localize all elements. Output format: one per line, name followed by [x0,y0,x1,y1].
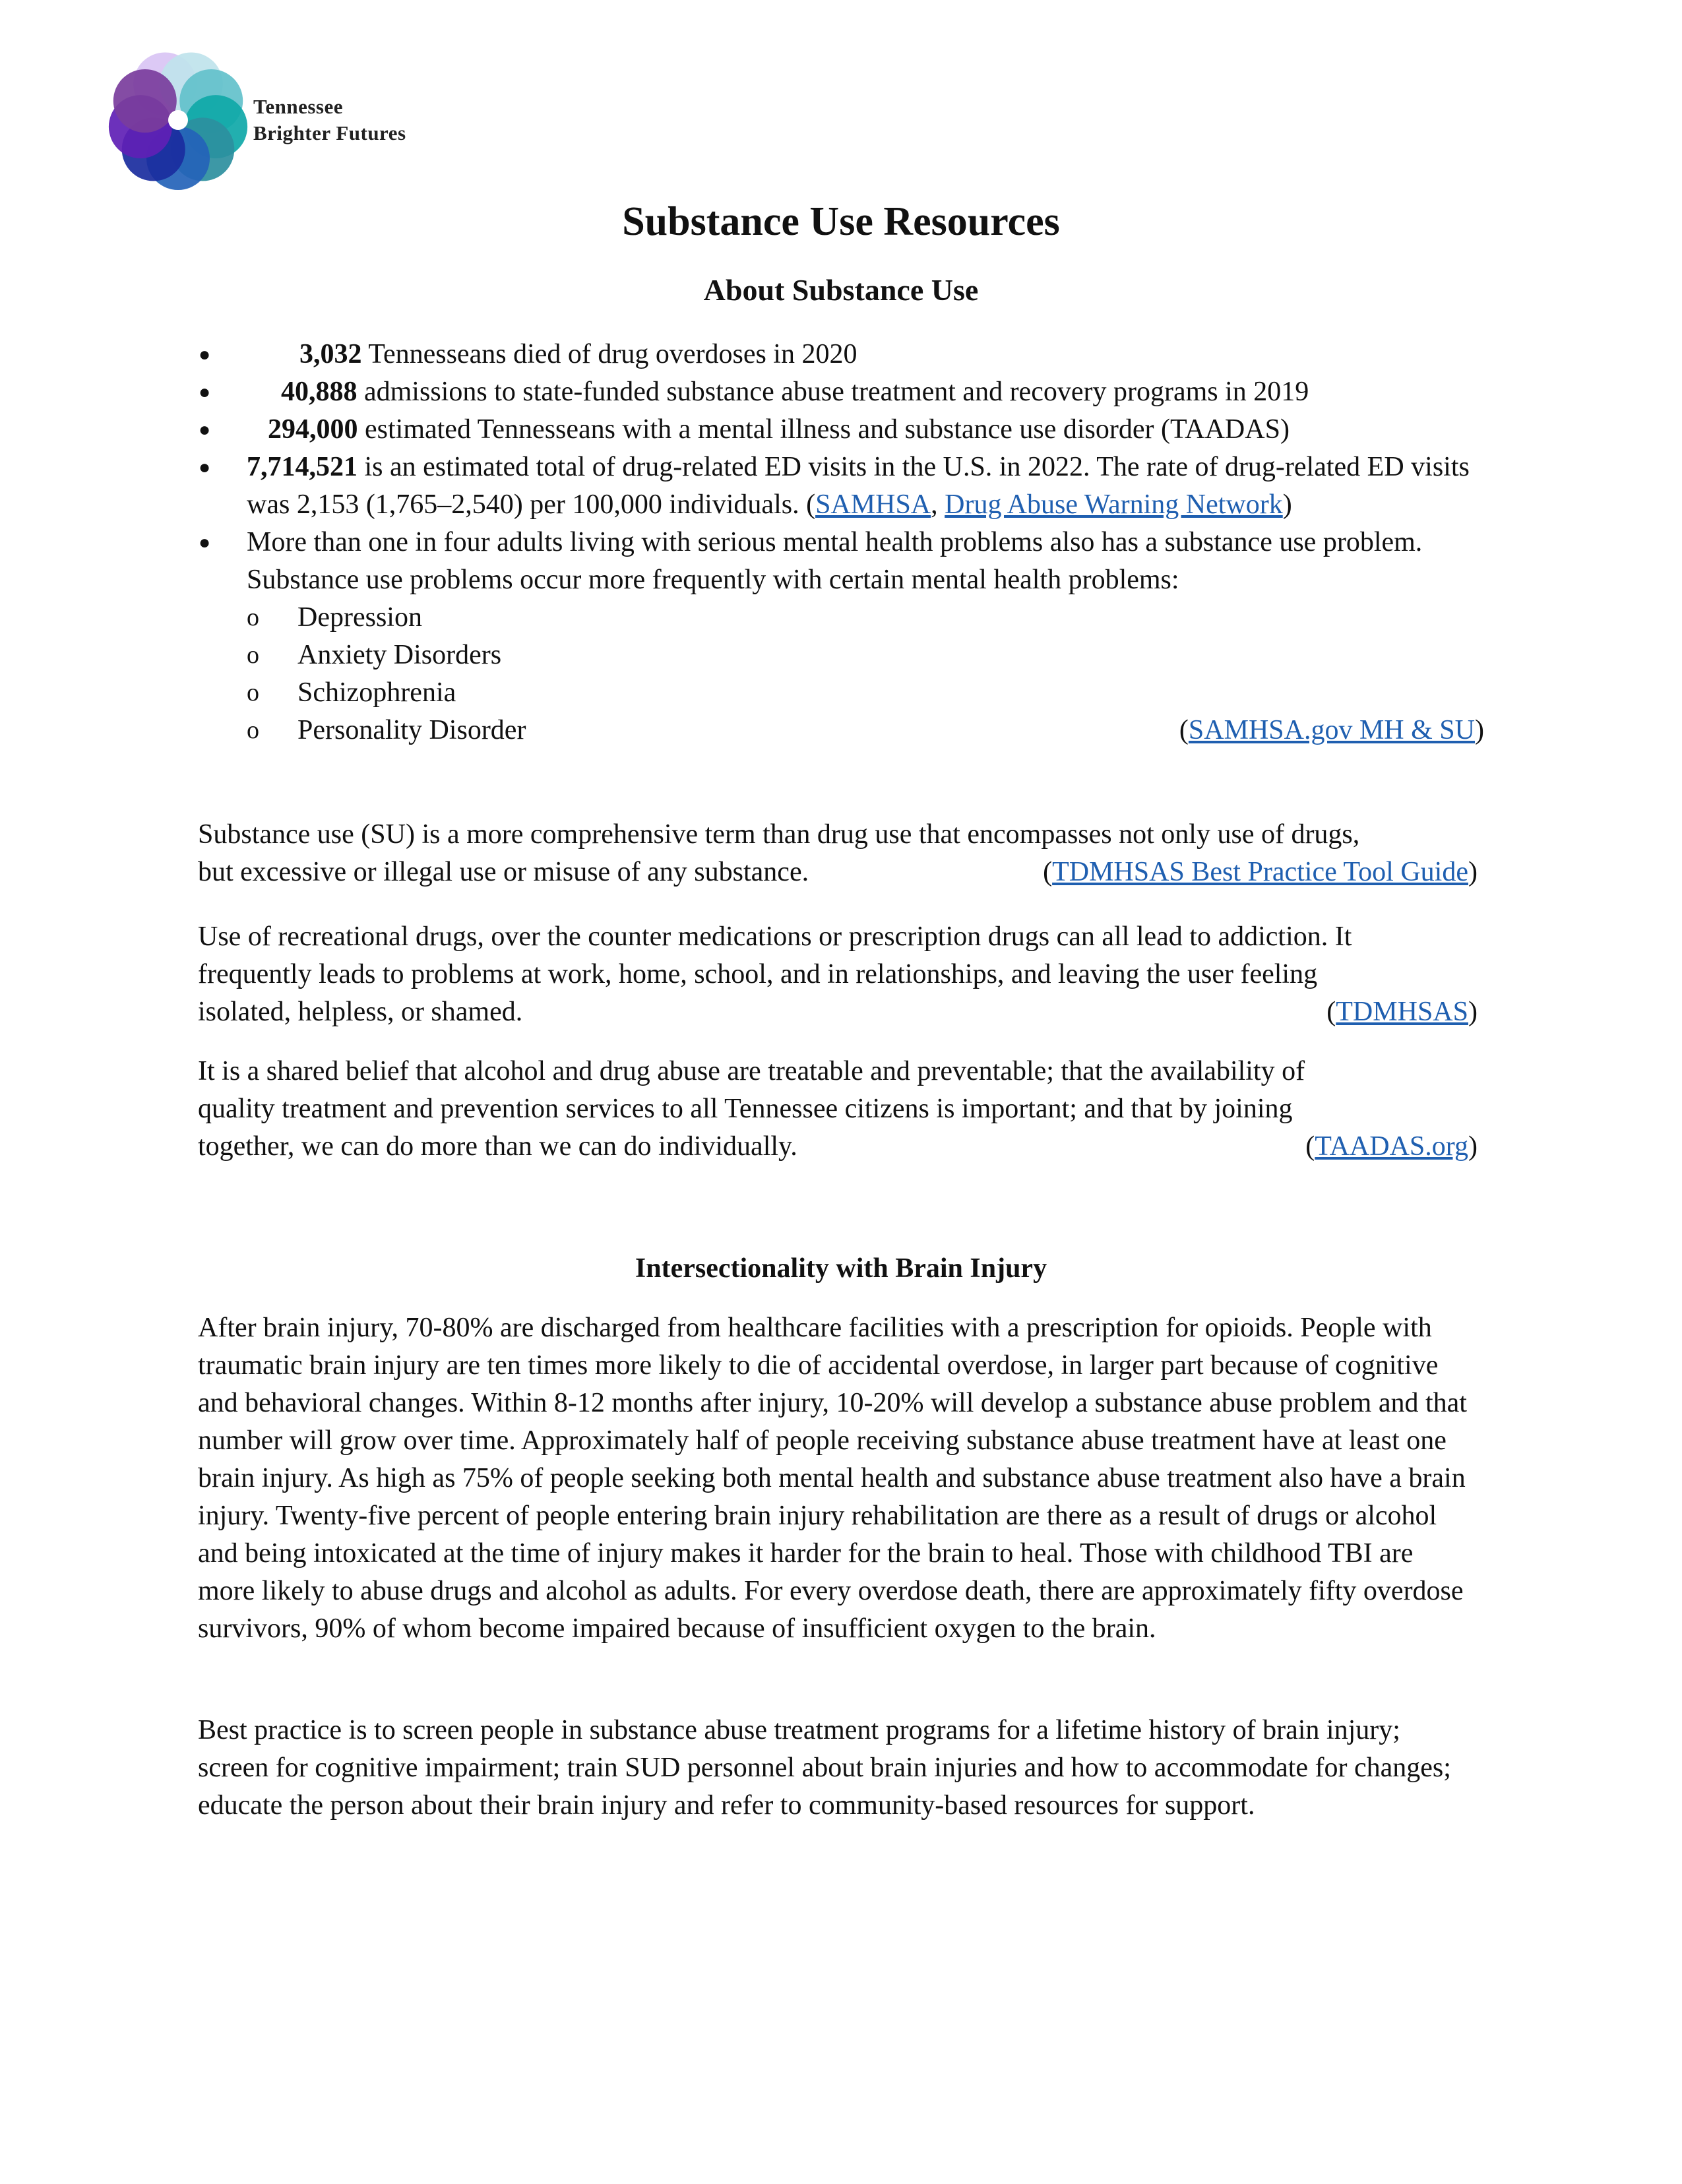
paragraph-substance-use-definition: Substance use (SU) is a more comprehensive term than drug use that encompasses not only use of drugs, but excessive or illegal use or misuse of any substance. (TDMHSAS Best Practice Tool Guide) [198,816,1478,891]
bullet-icon: ● [198,344,211,365]
bullet-icon: ● [198,419,211,441]
taadas-link[interactable]: TAADAS.org [1315,1131,1468,1162]
list-item: o Schizophrenia [198,674,1484,712]
stat-text: More than one in four adults living with serious mental health problems also has a substance use problem. Substance use problems occur more frequently with certain mental health problems: [247,527,1423,595]
bullet-icon: ● [198,456,211,478]
org-name-line2: Brighter Futures [253,121,406,144]
stat-text: is an estimated total of drug-related ED visits in the U.S. in 2022. The rate of drug-related ED visits was 2,153 (1,765–2,540) per 100,000 individuals. ( [247,452,1470,520]
close-paren: ) [1282,489,1292,520]
org-name [253,94,406,146]
section-heading-brain-injury: Intersectionality with Brain Injury [635,1253,1047,1284]
list-item: o Anxiety Disorders [198,637,1484,674]
paragraph-shared-belief: It is a shared belief that alcohol and drug abuse are treatable and preventable; that the availability of quality treatment and prevention services to all Tennessee citizens is important; and that by joining together, we can do more than we can do individually. (TAADAS.org) [198,1053,1478,1166]
paragraph-best-practice: Best practice is to screen people in substance abuse treatment programs for a lifetime history of brain injury; screen for cognitive impairment; train SUD personnel about brain injuries and how to accommodate for changes; educate the person about their brain injury and refer to community-based resources for support. [198,1715,1451,1821]
tdmhsas-best-practice-link[interactable]: TDMHSAS Best Practice Tool Guide [1052,857,1468,887]
tdmhsas-link[interactable]: TDMHSAS [1336,997,1468,1027]
source-citation: (SAMHSA.gov MH & SU) [1179,715,1484,745]
stat-number: 294,000 [268,414,358,445]
stat-number: 7,714,521 [247,452,358,482]
list-item [198,373,1484,411]
list-item [198,449,1484,524]
stat-text: estimated Tennesseans with a mental illness and substance use disorder (TAADAS) [358,414,1290,445]
logo-petal [113,69,177,133]
circle-bullet-icon: o [247,604,259,631]
stat-number: 3,032 [299,339,362,369]
source-citation: (TAADAS.org) [1305,1131,1478,1162]
bullet-icon: ● [198,381,211,403]
statistics-list [198,336,1484,749]
org-name-line1: Tennessee [253,95,343,118]
list-item [198,411,1484,449]
list-item: o Depression [198,599,1484,637]
stat-number: 40,888 [281,377,358,407]
list-item [198,524,1484,749]
source-citation: (TDMHSAS) [1326,997,1478,1027]
list-item [198,336,1484,373]
samhsa-link[interactable]: SAMHSA [815,489,931,520]
bullet-icon: ● [198,532,211,553]
section-heading-about: About Substance Use [703,273,979,307]
circle-bullet-icon: o [247,641,259,669]
stat-text: Tennesseans died of drug overdoses in 2020 [361,339,857,369]
source-citation: (TDMHSAS Best Practice Tool Guide) [1043,857,1478,887]
drug-abuse-warning-network-link[interactable]: Drug Abuse Warning Network [945,489,1283,520]
stat-text: admissions to state-funded substance abuse treatment and recovery programs in 2019 [357,377,1309,407]
page-title: Substance Use Resources [622,199,1060,244]
tennessee-brighter-futures-logo [106,47,251,193]
paragraph-addiction: Use of recreational drugs, over the counter medications or prescription drugs can all lead to addiction. It frequently leads to problems at work, home, school, and in relationships, and leaving the user feeling isolated, helpless, or shamed. (TDMHSAS) [198,918,1478,1031]
circle-bullet-icon: o [247,716,259,744]
link-separator: , [931,489,945,520]
paragraph-brain-injury: After brain injury, 70-80% are discharged from healthcare facilities with a prescription for opioids. People with traumatic brain injury are ten times more likely to die of accidental overdose, in larger part because of cognitive and behavioral changes. Within 8-12 months after injury, 10-20% will develop a substance abuse problem and that number will grow over time. Approximately half of people receiving substance abuse treatment have at least one brain injury. As high as 75% of people seeking both mental health and substance abuse treatment also have a brain injury. Twenty-five percent of people entering brain injury rehabilitation are there as a result of drugs or alcohol and being intoxicated at the time of injury makes it harder for the brain to heal. Those with childhood TBI are more likely to abuse drugs and alcohol as adults. For every overdose death, there are approximately fifty overdose survivors, 90% of whom become impaired because of insufficient oxygen to the brain. [198,1313,1467,1644]
samhsa-mh-su-link[interactable]: SAMHSA.gov MH & SU [1188,715,1475,745]
circle-bullet-icon: o [247,679,259,706]
list-item: o Personality Disorder [198,712,1484,749]
